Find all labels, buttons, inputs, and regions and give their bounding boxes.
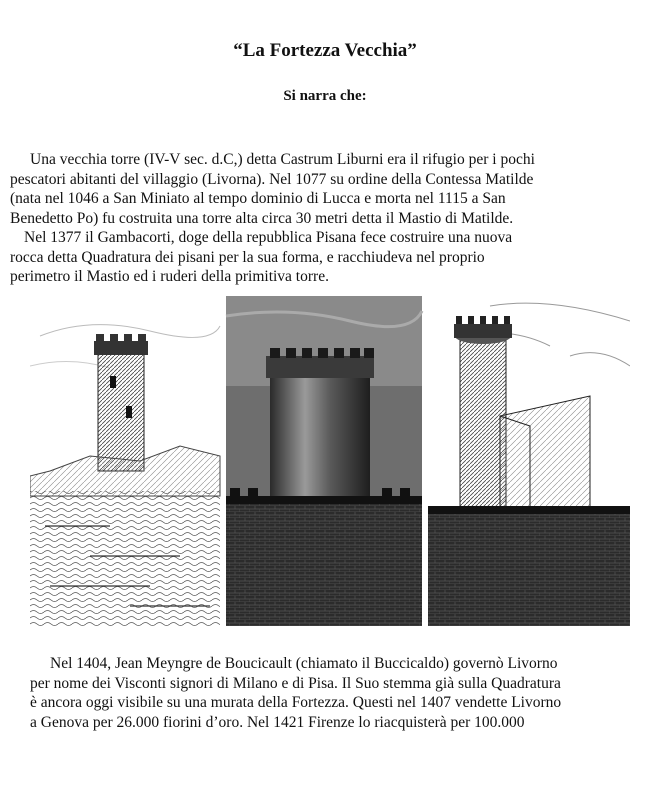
paragraph-line: (nata nel 1046 a San Miniato al tempo dominio di Lucca e morta nel 1115 a San bbox=[10, 190, 506, 207]
round-tower-painting bbox=[226, 296, 422, 626]
paragraph-line: Nel 1404, Jean Meyngre de Boucicault (chiamato il Buccicaldo) governò Livorno bbox=[50, 655, 558, 672]
fortress-engraving-image bbox=[30, 296, 630, 626]
paragraph-boucicault bbox=[30, 654, 630, 732]
paragraph-history-origins bbox=[10, 150, 630, 287]
paragraph-line: Una vecchia torre (IV-V sec. d.C,) detta Castrum Liburni era il rifugio per i pochi bbox=[30, 151, 535, 168]
left-tower-sketch bbox=[30, 296, 220, 626]
page-subtitle: Si narra che: bbox=[283, 88, 367, 104]
paragraph-line: Nel 1377 il Gambacorti, doge della repubblica Pisana fece costruire una nuova bbox=[24, 229, 513, 246]
paragraph-line: pescatori abitanti del villaggio (Livorna). Nel 1077 su ordine della Contessa Matilde bbox=[10, 170, 534, 188]
paragraph-line: è ancora oggi visibile su una murata della Fortezza. Questi nel 1407 vendette Livorno bbox=[30, 694, 562, 711]
paragraph-line: rocca detta Quadratura dei pisani per la sua forma, e racchiudeva nel proprio bbox=[10, 248, 485, 266]
paragraph-line: per nome dei Visconti signori di Milano e di Pisa. Il Suo stemma già sulla Quadratura bbox=[30, 674, 561, 692]
right-tower-sketch bbox=[428, 296, 630, 626]
page-title: “La Fortezza Vecchia” bbox=[233, 40, 417, 61]
paragraph-line: Benedetto Po) fu costruita una torre alta circa 30 metri detta il Mastio di Matilde. bbox=[10, 209, 514, 227]
paragraph-line: a Genova per 26.000 fiorini d’oro. Nel 1421 Firenze lo riacquisterà per 100.000 bbox=[30, 713, 525, 731]
paragraph-line: perimetro il Mastio ed i ruderi della primitiva torre. bbox=[10, 268, 329, 285]
